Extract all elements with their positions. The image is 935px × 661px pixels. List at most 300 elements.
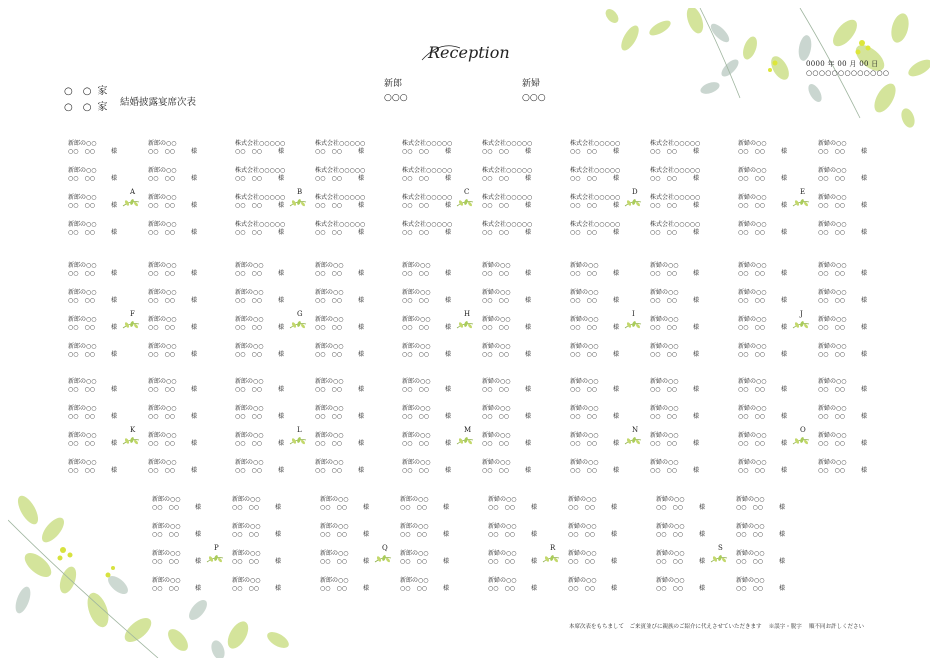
guest-relation: 新郎の○○ xyxy=(235,289,264,296)
guest-relation: 新婦の○○ xyxy=(570,459,599,466)
leaf-sprig-icon xyxy=(289,436,307,446)
guest-seat xyxy=(320,523,382,543)
guest-seat xyxy=(736,523,798,543)
guest-relation: 新郎の○○ xyxy=(148,221,177,228)
guest-seat xyxy=(482,459,544,479)
guest-relation: 新郎の○○ xyxy=(152,496,181,503)
guest-seat xyxy=(315,459,377,479)
guest-relation: 株式会社○○○○○ xyxy=(482,140,533,147)
guest-seat xyxy=(818,289,880,309)
guest-relation: 新婦の○○ xyxy=(656,496,685,503)
guest-seat xyxy=(818,316,880,336)
guest-seat xyxy=(68,432,130,452)
honorific: 様 xyxy=(524,351,531,358)
guest-relation: 新婦の○○ xyxy=(570,378,599,385)
honorific: 様 xyxy=(780,351,787,358)
guest-name: ○○ ○○ xyxy=(402,413,429,420)
guest-seat xyxy=(482,262,544,282)
honorific: 様 xyxy=(194,531,201,538)
guest-name: ○○ ○○ xyxy=(235,148,262,155)
honorific: 様 xyxy=(698,558,705,565)
guest-relation: 新郎の○○ xyxy=(148,262,177,269)
guest-name: ○○ ○○ xyxy=(738,324,765,331)
guest-relation: 株式会社○○○○○ xyxy=(650,194,701,201)
guest-relation: 新婦の○○ xyxy=(482,316,511,323)
guest-name: ○○ ○○ xyxy=(68,440,95,447)
guest-name: ○○ ○○ xyxy=(818,324,845,331)
family-suffix: 家 xyxy=(97,102,108,113)
guest-relation: 新郎の○○ xyxy=(68,432,97,439)
guest-seat xyxy=(736,496,798,516)
guest-relation: 新郎の○○ xyxy=(320,496,349,503)
guest-name: ○○ ○○ xyxy=(488,531,515,538)
guest-name: ○○ ○○ xyxy=(482,324,509,331)
guest-name: ○○ ○○ xyxy=(235,297,262,304)
guest-name: ○○ ○○ xyxy=(738,229,765,236)
guest-seat xyxy=(148,262,210,282)
guest-relation: 新婦の○○ xyxy=(738,459,767,466)
table-label: N xyxy=(632,426,639,434)
bride-block xyxy=(522,77,546,105)
guest-name: ○○ ○○ xyxy=(568,531,595,538)
guest-seat xyxy=(650,405,712,425)
honorific: 様 xyxy=(362,558,369,565)
honorific: 様 xyxy=(780,202,787,209)
honorific: 様 xyxy=(692,351,699,358)
guest-relation: 新婦の○○ xyxy=(818,432,847,439)
guest-name: ○○ ○○ xyxy=(818,175,845,182)
guest-relation: 新婦の○○ xyxy=(818,289,847,296)
honorific: 様 xyxy=(190,202,197,209)
guest-name: ○○ ○○ xyxy=(402,297,429,304)
guest-name: ○○ ○○ xyxy=(235,270,262,277)
guest-relation: 新郎の○○ xyxy=(400,577,429,584)
table-label: J xyxy=(800,310,803,318)
table-a xyxy=(68,140,233,252)
guest-relation: 新郎の○○ xyxy=(148,343,177,350)
guest-relation: 新婦の○○ xyxy=(482,343,511,350)
guest-relation: 新郎の○○ xyxy=(68,316,97,323)
honorific: 様 xyxy=(190,297,197,304)
leaf-sprig-icon xyxy=(792,436,810,446)
honorific: 様 xyxy=(190,270,197,277)
guest-relation: 新婦の○○ xyxy=(818,262,847,269)
guest-seat xyxy=(235,316,297,336)
guest-name: ○○ ○○ xyxy=(402,351,429,358)
guest-relation: 新郎の○○ xyxy=(400,550,429,557)
guest-relation: 新郎の○○ xyxy=(402,289,431,296)
guest-seat xyxy=(402,140,464,160)
guest-seat xyxy=(148,221,210,241)
guest-name: ○○ ○○ xyxy=(650,324,677,331)
guest-name: ○○ ○○ xyxy=(68,386,95,393)
table-f xyxy=(68,262,233,374)
honorific: 様 xyxy=(362,504,369,511)
guest-name: ○○ ○○ xyxy=(482,270,509,277)
guest-relation: 新郎の○○ xyxy=(235,343,264,350)
guest-name: ○○ ○○ xyxy=(315,175,342,182)
guest-name: ○○ ○○ xyxy=(148,297,175,304)
honorific: 様 xyxy=(277,270,284,277)
guest-relation: 株式会社○○○○○ xyxy=(235,140,286,147)
guest-seat xyxy=(235,343,297,363)
guest-name: ○○ ○○ xyxy=(568,558,595,565)
guest-relation: 株式会社○○○○○ xyxy=(315,221,366,228)
guest-seat xyxy=(738,289,800,309)
table-p xyxy=(152,496,317,608)
guest-relation: 新郎の○○ xyxy=(315,459,344,466)
guest-seat xyxy=(738,316,800,336)
honorific: 様 xyxy=(610,531,617,538)
guest-seat xyxy=(568,577,630,597)
guest-relation: 新婦の○○ xyxy=(818,167,847,174)
honorific: 様 xyxy=(190,440,197,447)
guest-name: ○○ ○○ xyxy=(68,148,95,155)
guest-relation: 新郎の○○ xyxy=(402,378,431,385)
guest-relation: 新婦の○○ xyxy=(482,289,511,296)
honorific: 様 xyxy=(612,324,619,331)
honorific: 様 xyxy=(780,324,787,331)
honorific: 様 xyxy=(860,202,867,209)
honorific: 様 xyxy=(692,413,699,420)
honorific: 様 xyxy=(277,297,284,304)
guest-name: ○○ ○○ xyxy=(656,585,683,592)
honorific: 様 xyxy=(530,531,537,538)
guest-relation: 新郎の○○ xyxy=(152,577,181,584)
guest-name: ○○ ○○ xyxy=(482,351,509,358)
guest-name: ○○ ○○ xyxy=(68,229,95,236)
guest-relation: 新婦の○○ xyxy=(656,523,685,530)
guest-seat xyxy=(650,316,712,336)
honorific: 様 xyxy=(357,351,364,358)
guest-relation: 新婦の○○ xyxy=(738,316,767,323)
guest-name: ○○ ○○ xyxy=(482,467,509,474)
guest-relation: 新郎の○○ xyxy=(402,432,431,439)
guest-name: ○○ ○○ xyxy=(736,585,763,592)
guest-seat xyxy=(402,167,464,187)
guest-name: ○○ ○○ xyxy=(315,467,342,474)
guest-relation: 新郎の○○ xyxy=(402,316,431,323)
guest-seat xyxy=(570,378,632,398)
guest-relation: 新婦の○○ xyxy=(818,343,847,350)
honorific: 様 xyxy=(860,229,867,236)
guest-relation: 新婦の○○ xyxy=(568,496,597,503)
guest-seat xyxy=(482,194,544,214)
table-label: S xyxy=(718,544,723,552)
guest-name: ○○ ○○ xyxy=(482,148,509,155)
honorific: 様 xyxy=(357,413,364,420)
leaf-sprig-icon xyxy=(624,320,642,330)
guest-relation: 新郎の○○ xyxy=(148,167,177,174)
guest-name: ○○ ○○ xyxy=(235,413,262,420)
guest-name: ○○ ○○ xyxy=(315,270,342,277)
guest-relation: 新郎の○○ xyxy=(232,496,261,503)
guest-name: ○○ ○○ xyxy=(656,558,683,565)
honorific: 様 xyxy=(692,175,699,182)
guest-name: ○○ ○○ xyxy=(570,202,597,209)
guest-seat xyxy=(488,550,550,570)
guest-name: ○○ ○○ xyxy=(570,148,597,155)
honorific: 様 xyxy=(357,270,364,277)
guest-name: ○○ ○○ xyxy=(818,413,845,420)
table-q xyxy=(320,496,485,608)
date-line: 0000 年 00 月 00 日 xyxy=(806,60,879,68)
honorific: 様 xyxy=(110,270,117,277)
guest-relation: 新婦の○○ xyxy=(818,316,847,323)
guest-relation: 新婦の○○ xyxy=(650,378,679,385)
table-label: Q xyxy=(382,544,388,552)
guest-relation: 株式会社○○○○○ xyxy=(570,167,621,174)
guest-seat xyxy=(315,289,377,309)
venue-line: ○○○○○○○○○○○○○ xyxy=(806,69,890,77)
guest-name: ○○ ○○ xyxy=(148,413,175,420)
guest-seat xyxy=(738,140,800,160)
guest-seat xyxy=(738,405,800,425)
guest-name: ○○ ○○ xyxy=(738,467,765,474)
honorific: 様 xyxy=(357,386,364,393)
guest-seat xyxy=(818,343,880,363)
leaf-sprig-icon xyxy=(456,198,474,208)
guest-name: ○○ ○○ xyxy=(235,202,262,209)
guest-name: ○○ ○○ xyxy=(148,386,175,393)
guest-relation: 新婦の○○ xyxy=(570,262,599,269)
guest-name: ○○ ○○ xyxy=(650,229,677,236)
guest-name: ○○ ○○ xyxy=(152,531,179,538)
guest-relation: 新郎の○○ xyxy=(68,378,97,385)
guest-relation: 新郎の○○ xyxy=(315,432,344,439)
honorific: 様 xyxy=(274,531,281,538)
guest-relation: 株式会社○○○○○ xyxy=(402,167,453,174)
guest-seat xyxy=(402,194,464,214)
guest-name: ○○ ○○ xyxy=(232,531,259,538)
guest-seat xyxy=(488,523,550,543)
guest-name: ○○ ○○ xyxy=(818,467,845,474)
guest-relation: 株式会社○○○○○ xyxy=(650,221,701,228)
guest-name: ○○ ○○ xyxy=(482,297,509,304)
honorific: 様 xyxy=(110,175,117,182)
honorific: 様 xyxy=(277,440,284,447)
guest-name: ○○ ○○ xyxy=(402,229,429,236)
guest-seat xyxy=(818,459,880,479)
guest-relation: 株式会社○○○○○ xyxy=(570,221,621,228)
guest-seat xyxy=(315,316,377,336)
family-name: ○ ○ xyxy=(64,102,92,113)
guest-seat xyxy=(818,432,880,452)
honorific: 様 xyxy=(780,467,787,474)
guest-relation: 新婦の○○ xyxy=(656,577,685,584)
guest-seat xyxy=(482,289,544,309)
table-r xyxy=(488,496,653,608)
guest-seat xyxy=(570,459,632,479)
table-m xyxy=(402,378,567,490)
leaf-sprig-icon xyxy=(792,198,810,208)
guest-name: ○○ ○○ xyxy=(818,297,845,304)
guest-name: ○○ ○○ xyxy=(738,270,765,277)
guest-relation: 新婦の○○ xyxy=(482,405,511,412)
guest-seat xyxy=(656,550,718,570)
guest-seat xyxy=(148,289,210,309)
honorific: 様 xyxy=(780,148,787,155)
honorific: 様 xyxy=(692,386,699,393)
guest-name: ○○ ○○ xyxy=(570,229,597,236)
honorific: 様 xyxy=(860,324,867,331)
guest-relation: 新郎の○○ xyxy=(402,343,431,350)
honorific: 様 xyxy=(524,467,531,474)
groom-block xyxy=(384,77,408,105)
guest-name: ○○ ○○ xyxy=(818,202,845,209)
guest-seat xyxy=(400,577,462,597)
guest-relation: 株式会社○○○○○ xyxy=(402,194,453,201)
guest-relation: 新婦の○○ xyxy=(488,577,517,584)
guest-name: ○○ ○○ xyxy=(402,148,429,155)
guest-relation: 新郎の○○ xyxy=(402,459,431,466)
guest-relation: 新郎の○○ xyxy=(400,523,429,530)
honorific: 様 xyxy=(110,297,117,304)
honorific: 様 xyxy=(698,531,705,538)
guest-seat xyxy=(650,289,712,309)
guest-name: ○○ ○○ xyxy=(320,504,347,511)
honorific: 様 xyxy=(612,270,619,277)
guest-name: ○○ ○○ xyxy=(650,202,677,209)
guest-relation: 新郎の○○ xyxy=(148,316,177,323)
guest-name: ○○ ○○ xyxy=(400,585,427,592)
leaf-sprig-icon xyxy=(792,320,810,330)
guest-relation: 新郎の○○ xyxy=(235,262,264,269)
honorific: 様 xyxy=(612,440,619,447)
guest-relation: 新婦の○○ xyxy=(482,432,511,439)
guest-seat xyxy=(656,496,718,516)
guest-relation: 新婦の○○ xyxy=(738,221,767,228)
guest-seat xyxy=(68,140,130,160)
guest-name: ○○ ○○ xyxy=(482,202,509,209)
guest-relation: 新郎の○○ xyxy=(402,262,431,269)
guest-relation: 新郎の○○ xyxy=(315,378,344,385)
guest-seat xyxy=(235,378,297,398)
guest-relation: 新婦の○○ xyxy=(818,221,847,228)
guest-seat xyxy=(650,262,712,282)
guest-relation: 新婦の○○ xyxy=(482,378,511,385)
honorific: 様 xyxy=(610,585,617,592)
table-d xyxy=(570,140,735,252)
guest-name: ○○ ○○ xyxy=(650,440,677,447)
table-label: P xyxy=(214,544,219,552)
guest-seat xyxy=(568,550,630,570)
guest-relation: 新郎の○○ xyxy=(68,459,97,466)
guest-seat xyxy=(568,496,630,516)
honorific: 様 xyxy=(190,324,197,331)
table-e xyxy=(738,140,903,252)
honorific: 様 xyxy=(860,386,867,393)
guest-seat xyxy=(148,432,210,452)
guest-seat xyxy=(482,140,544,160)
table-label: L xyxy=(297,426,302,434)
guest-relation: 新郎の○○ xyxy=(148,405,177,412)
guest-seat xyxy=(818,194,880,214)
guest-seat xyxy=(402,316,464,336)
leaf-sprig-icon xyxy=(624,436,642,446)
guest-relation: 新郎の○○ xyxy=(235,316,264,323)
guest-relation: 株式会社○○○○○ xyxy=(235,167,286,174)
table-label: A xyxy=(130,188,136,196)
guest-seat xyxy=(68,378,130,398)
guest-relation: 新婦の○○ xyxy=(650,432,679,439)
guest-relation: 新婦の○○ xyxy=(650,405,679,412)
guest-seat xyxy=(148,343,210,363)
guest-seat xyxy=(482,167,544,187)
guest-relation: 新郎の○○ xyxy=(148,194,177,201)
guest-seat xyxy=(68,221,130,241)
honorific: 様 xyxy=(442,531,449,538)
guest-relation: 株式会社○○○○○ xyxy=(570,140,621,147)
honorific: 様 xyxy=(860,175,867,182)
guest-seat xyxy=(570,289,632,309)
guest-seat xyxy=(232,577,294,597)
honorific: 様 xyxy=(692,202,699,209)
honorific: 様 xyxy=(444,413,451,420)
guest-name: ○○ ○○ xyxy=(650,175,677,182)
honorific: 様 xyxy=(860,148,867,155)
guest-relation: 新郎の○○ xyxy=(235,405,264,412)
honorific: 様 xyxy=(692,148,699,155)
guest-relation: 新郎の○○ xyxy=(232,523,261,530)
guest-seat xyxy=(152,550,214,570)
guest-seat xyxy=(235,140,297,160)
guest-name: ○○ ○○ xyxy=(818,270,845,277)
guest-relation: 新郎の○○ xyxy=(68,289,97,296)
honorific: 様 xyxy=(444,202,451,209)
guest-seat xyxy=(68,262,130,282)
guest-relation: 新郎の○○ xyxy=(315,405,344,412)
honorific: 様 xyxy=(698,585,705,592)
guest-seat xyxy=(235,459,297,479)
guest-seat xyxy=(400,550,462,570)
guest-relation: 新郎の○○ xyxy=(68,262,97,269)
guest-name: ○○ ○○ xyxy=(570,386,597,393)
guest-name: ○○ ○○ xyxy=(232,504,259,511)
guest-seat xyxy=(315,194,377,214)
guest-name: ○○ ○○ xyxy=(315,229,342,236)
guest-name: ○○ ○○ xyxy=(570,270,597,277)
table-n xyxy=(570,378,735,490)
honorific: 様 xyxy=(778,504,785,511)
guest-relation: 新郎の○○ xyxy=(315,289,344,296)
guest-seat xyxy=(152,577,214,597)
honorific: 様 xyxy=(612,413,619,420)
honorific: 様 xyxy=(110,229,117,236)
guest-seat xyxy=(570,405,632,425)
guest-relation: 新婦の○○ xyxy=(488,550,517,557)
groom-name: ○○○ xyxy=(384,93,408,103)
guest-name: ○○ ○○ xyxy=(148,351,175,358)
guest-relation: 新婦の○○ xyxy=(736,523,765,530)
honorific: 様 xyxy=(780,413,787,420)
guest-name: ○○ ○○ xyxy=(152,504,179,511)
guest-relation: 新婦の○○ xyxy=(570,343,599,350)
guest-name: ○○ ○○ xyxy=(148,467,175,474)
guest-name: ○○ ○○ xyxy=(148,270,175,277)
guest-name: ○○ ○○ xyxy=(570,413,597,420)
guest-relation: 新婦の○○ xyxy=(650,343,679,350)
guest-relation: 新郎の○○ xyxy=(68,221,97,228)
guest-relation: 株式会社○○○○○ xyxy=(315,167,366,174)
guest-relation: 新婦の○○ xyxy=(570,432,599,439)
guest-name: ○○ ○○ xyxy=(738,175,765,182)
honorific: 様 xyxy=(277,148,284,155)
honorific: 様 xyxy=(194,504,201,511)
guest-name: ○○ ○○ xyxy=(315,202,342,209)
guest-name: ○○ ○○ xyxy=(738,413,765,420)
guest-name: ○○ ○○ xyxy=(68,467,95,474)
